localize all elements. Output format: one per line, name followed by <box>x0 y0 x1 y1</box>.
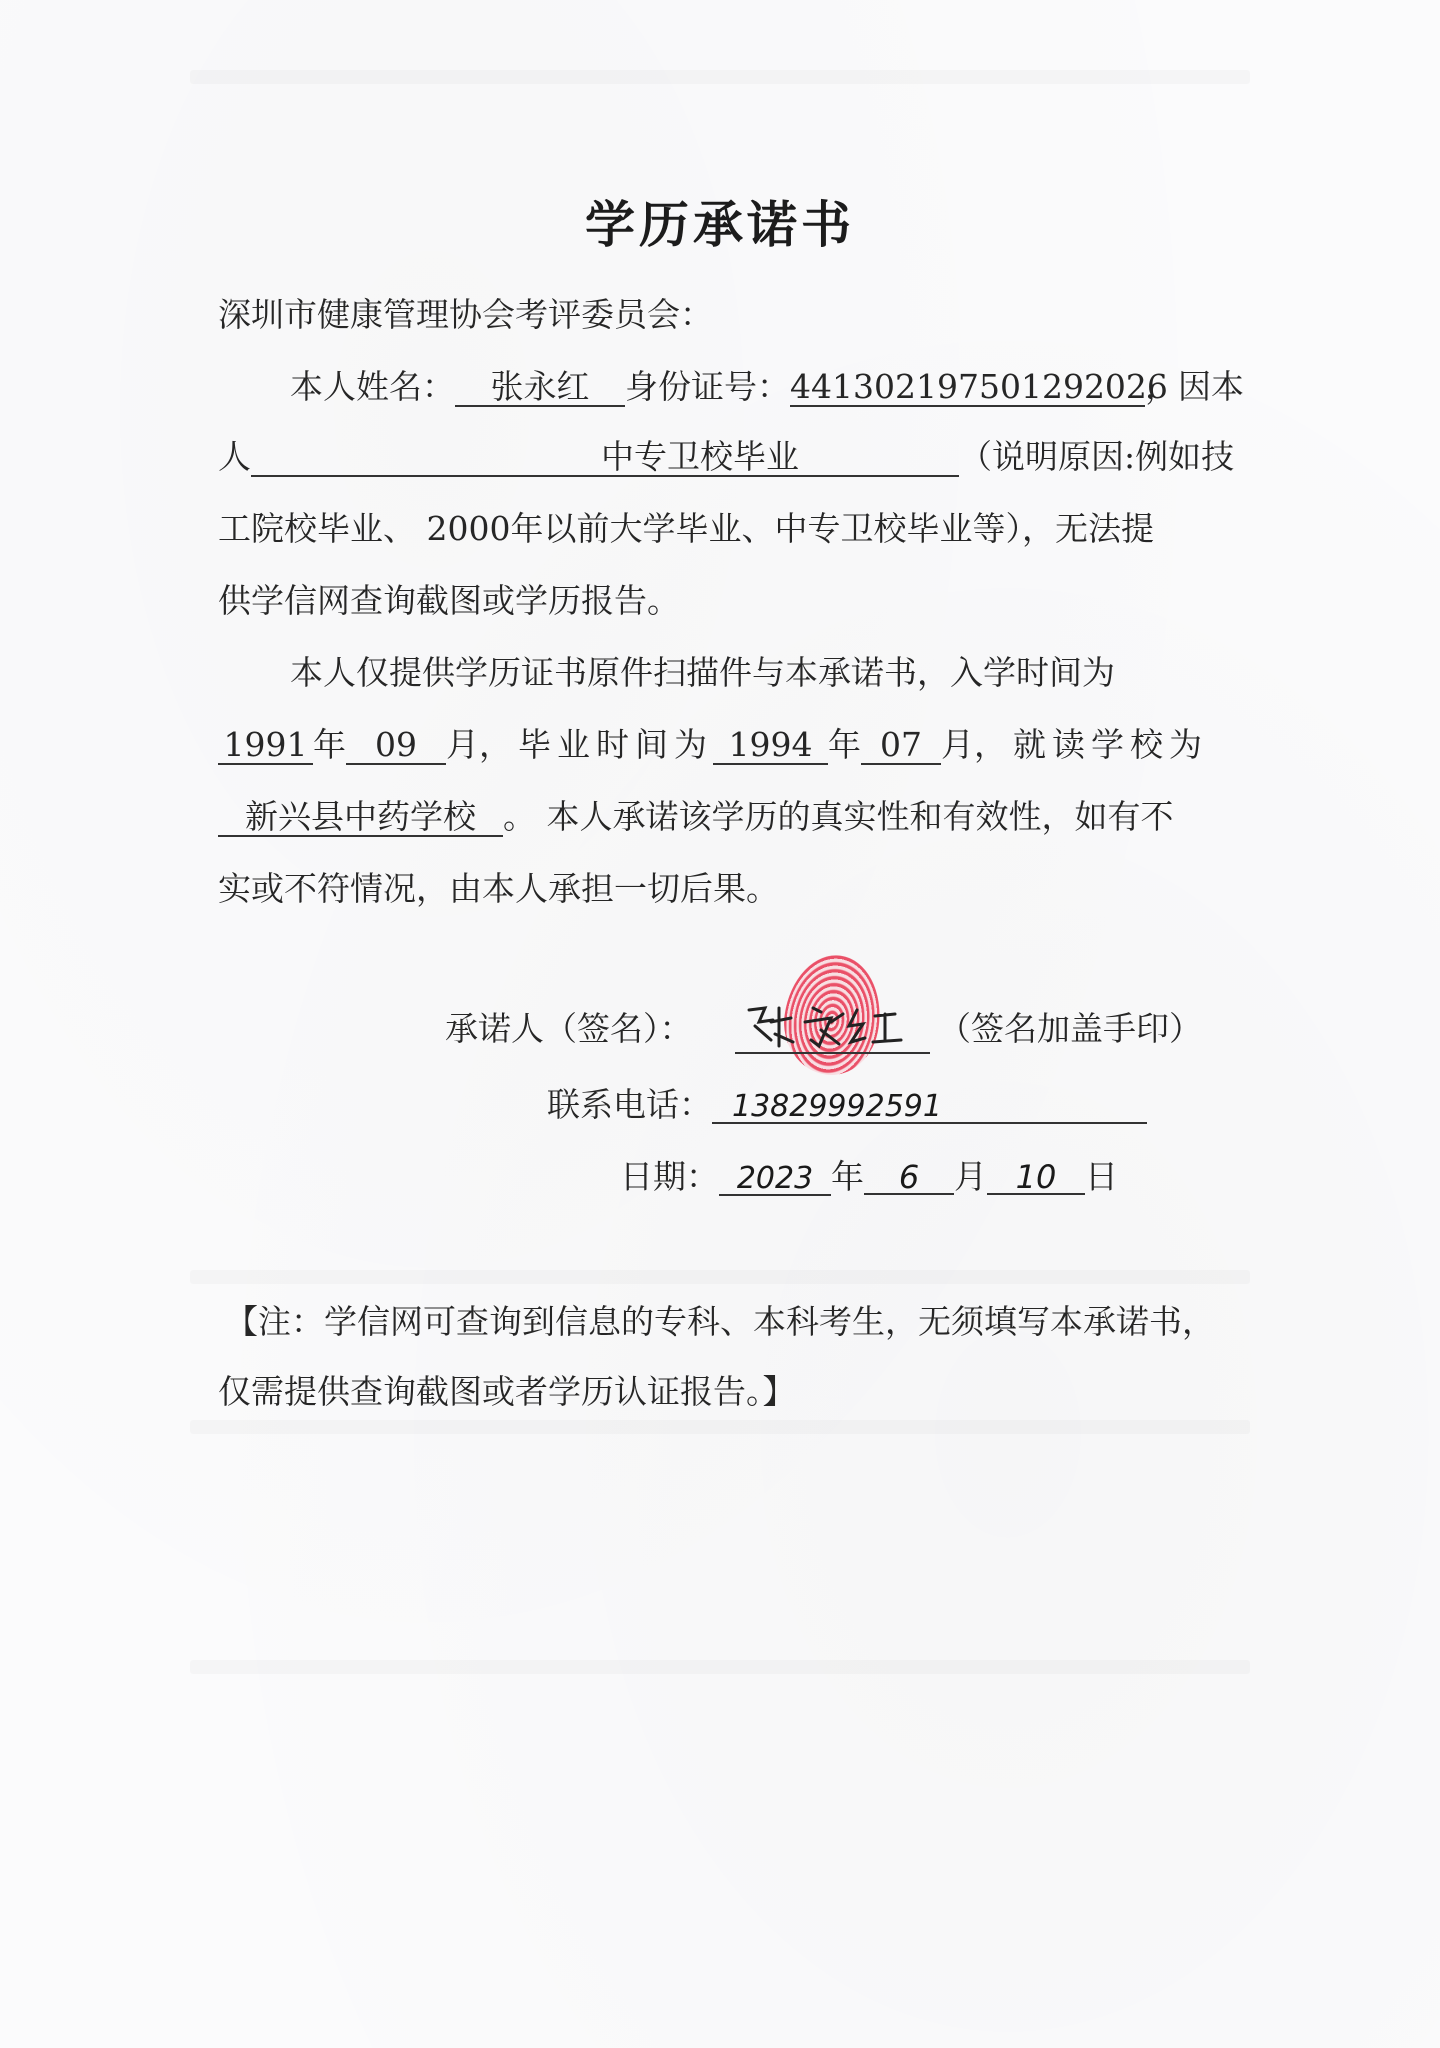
background-bleed <box>190 1420 1250 1434</box>
phone-value: 13829992591 <box>712 1092 1147 1124</box>
grad-label: ，毕业时间为 <box>479 725 713 764</box>
school-value: 新兴县中药学校 <box>218 800 503 837</box>
handwritten-signature-icon <box>735 1000 930 1052</box>
note-line1: 【注：学信网可查询到信息的专科、本科考生，无须填写本承诺书， <box>225 1302 1215 1341</box>
cause-prefix: ，因本 <box>1145 367 1244 406</box>
id-value: 441302197501292026 <box>790 367 1168 406</box>
para2-line1: 本人仅提供学历证书原件扫描件与本承诺书，入学时间为 <box>290 653 1115 692</box>
document-title: 学历承诺书 <box>585 195 855 254</box>
id-label: 身份证号： <box>625 367 790 406</box>
date-month-char: 月 <box>954 1157 987 1196</box>
background-bleed <box>190 70 1250 84</box>
para1-line3: 工院校毕业、 2000年以前大学毕业、中专卫校毕业等），无法提 <box>218 509 1154 548</box>
note-line2: 仅需提供查询截图或者学历认证报告。】 <box>218 1372 796 1411</box>
para2-line4: 实或不符情况，由本人承担一切后果。 <box>218 869 779 908</box>
phone-row <box>547 1085 1147 1124</box>
background-bleed <box>190 1270 1250 1284</box>
reason-text: 中专卫校毕业 <box>601 437 799 476</box>
para2-line2 <box>218 725 1208 765</box>
name-value: 张永红 <box>455 370 625 407</box>
signer-label: 承诺人（签名）： <box>445 1009 693 1048</box>
date-label: 日期： <box>620 1157 719 1196</box>
name-label: 本人姓名： <box>290 367 455 406</box>
signature <box>735 1000 930 1054</box>
para1-line4: 供学信网查询截图或学历报告。 <box>218 581 680 620</box>
date-day-char: 日 <box>1085 1157 1118 1196</box>
month-char: 月 <box>446 725 479 764</box>
grad-year-char: 年 <box>828 725 861 764</box>
para2-line3-rest: 。 本人承诺该学历的真实性和有效性，如有不 <box>503 797 1174 836</box>
year-char: 年 <box>313 725 346 764</box>
line2-prefix: 人 <box>218 437 251 476</box>
para1-line2 <box>218 437 1235 477</box>
addressee: 深圳市健康管理协会考评委员会： <box>218 295 713 334</box>
background-bleed <box>190 1660 1250 1674</box>
date-row <box>620 1157 1118 1196</box>
start-month: 09 <box>346 728 446 765</box>
school-label: ，就读学校为 <box>974 725 1208 764</box>
date-year-char: 年 <box>831 1157 864 1196</box>
signer-note: （签名加盖手印） <box>938 1009 1202 1048</box>
grad-month-char: 月 <box>941 725 974 764</box>
reason-hint: （说明原因:例如技 <box>959 437 1235 476</box>
reason-value <box>251 437 959 477</box>
para1-line1 <box>290 367 1244 407</box>
date-year: 2023 <box>719 1164 831 1196</box>
grad-year: 1994 <box>713 728 828 765</box>
grad-month: 07 <box>861 728 941 765</box>
date-month: 6 <box>864 1161 954 1195</box>
start-year: 1991 <box>218 728 313 765</box>
para2-line3 <box>218 797 1174 837</box>
date-day: 10 <box>987 1161 1085 1195</box>
phone-label: 联系电话： <box>547 1085 712 1124</box>
